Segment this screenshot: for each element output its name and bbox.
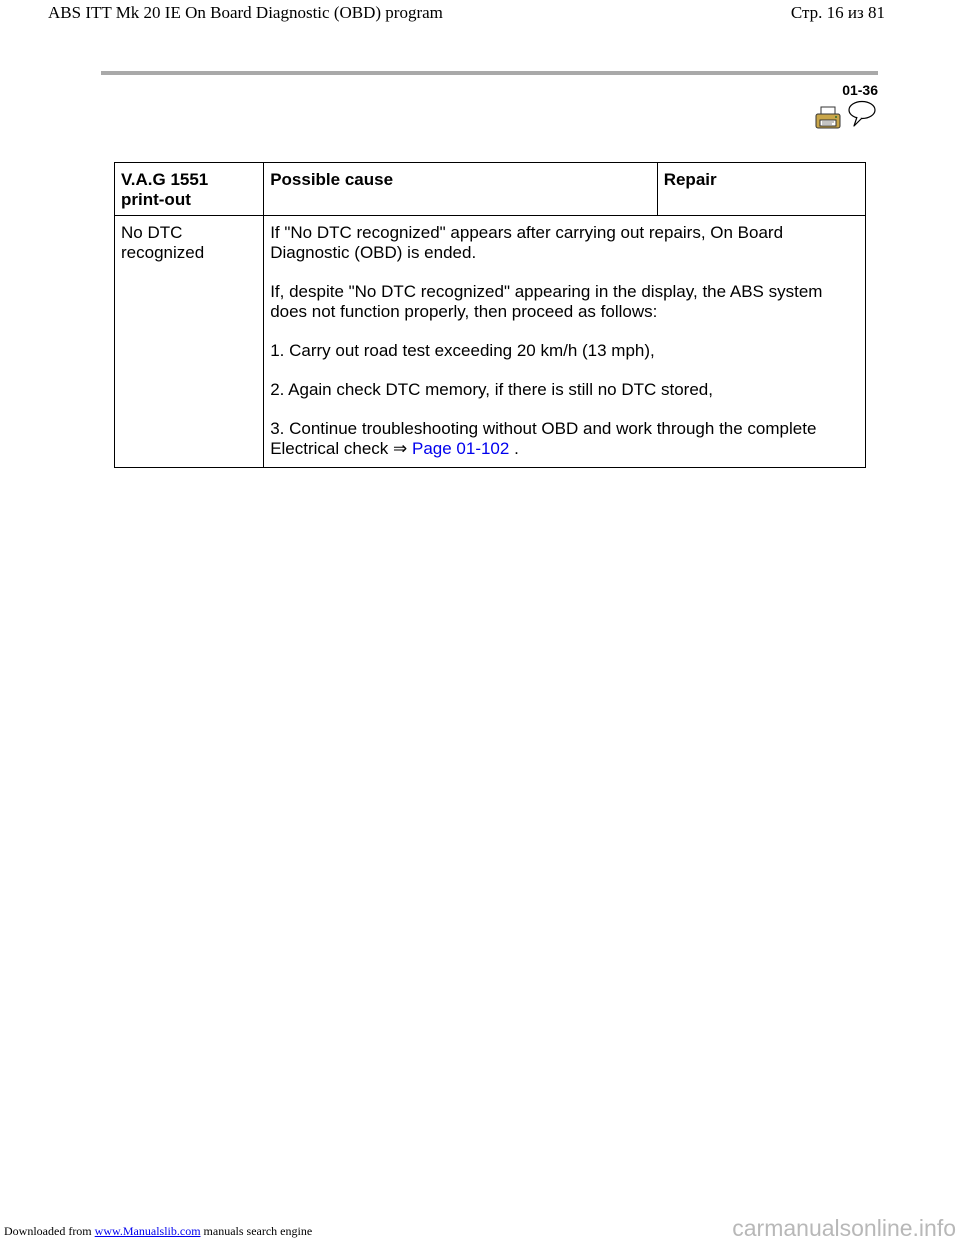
repair-step-1: 1. Carry out road test exceeding 20 km/h (13 mph), [270,341,655,360]
table-header-row [115,163,866,216]
printer-icon[interactable] [815,106,841,130]
page-link[interactable]: Page 01-102 [411,439,510,458]
table-row [115,216,866,468]
cause-paragraph-1: If "No DTC recognized" appears after carrying out repairs, On Board Diagnostic (OBD) is ended. [270,223,784,262]
header-printout-line2: print-out [121,190,191,209]
footer-prefix: Downloaded from [4,1224,92,1238]
cell-printout [115,216,264,468]
page-counter: Стр. 16 из 81 [790,3,885,22]
repair-step-2: 2. Again check DTC memory, if there is still no DTC stored, [270,380,713,399]
printout-line2: recognized [121,243,205,262]
footer-suffix: manuals search engine [203,1224,313,1238]
header-divider [101,71,878,75]
document-title: ABS ITT Mk 20 IE On Board Diagnostic (OBD) program [48,3,443,22]
repair-step-3-text: 3. Continue troubleshooting without OBD and work through the complete Electrical check ⇒ [270,419,817,458]
dtc-table [114,162,866,468]
repair-step-3-end: . [514,439,519,458]
header-possible-cause: Possible cause [264,163,658,216]
speech-bubble-icon[interactable] [847,100,877,128]
watermark: carmanualsonline.info [732,1215,956,1241]
printout-line1: No DTC [121,223,183,242]
cell-cause-repair [264,216,866,468]
header-repair: Repair [657,163,865,216]
manualslib-link[interactable]: www.Manualslib.com [94,1224,201,1238]
page-number: 01-36 [842,82,878,98]
repair-step-3 [270,419,859,459]
header-printout-line1: V.A.G 1551 [121,170,209,189]
header-printout [115,163,264,216]
download-footer [4,1224,312,1239]
cause-paragraph-2: If, despite "No DTC recognized" appearing in the display, the ABS system does not function properly, then proceed as follows: [270,282,823,321]
